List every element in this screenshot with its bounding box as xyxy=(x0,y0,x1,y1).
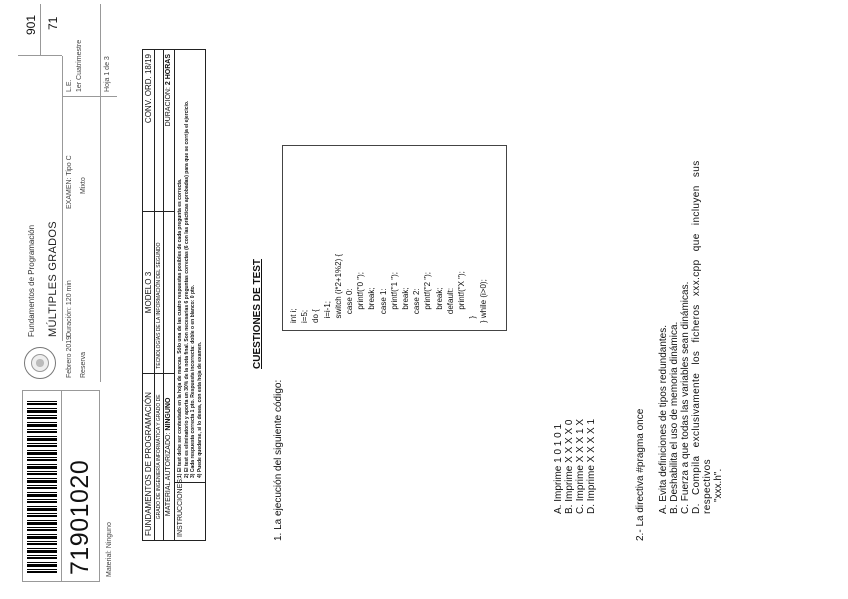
subject-name: Fundamentos de Programación xyxy=(27,224,36,337)
option-c: C. Imprime X X X 1 X xyxy=(575,418,586,514)
info-cell: FUNDAMENTOS DE PROGRAMACIÓN xyxy=(143,373,154,540)
code-line: switch (i*2+1%2) { xyxy=(333,253,343,319)
header-divider xyxy=(62,56,63,341)
question-1-options xyxy=(553,419,597,514)
code-box xyxy=(282,145,507,331)
code-line: case 1: xyxy=(378,288,388,315)
page-count: Hoja 1 de 3 xyxy=(104,56,111,92)
code-line: printf("0 "); xyxy=(356,271,366,310)
exam-duration: Duración: 120 min xyxy=(66,280,73,337)
info-cell xyxy=(155,50,163,211)
exam-date: Febrero 2019 xyxy=(66,335,73,378)
header-divider xyxy=(100,4,101,382)
code-line: i=5; xyxy=(300,309,310,323)
code-line: } xyxy=(468,315,478,319)
option-d xyxy=(691,114,724,514)
option-b: B. Imprime X X X X 0 xyxy=(564,419,575,514)
header-number-bottom: 71 xyxy=(46,16,60,30)
code-line: case 2: xyxy=(412,288,422,315)
option-d-text: D. Compila exclusivamente los ficheros xxx.cpp que incluyen sus respectivos xyxy=(691,160,713,514)
info-cell: TECNOLOGÍAS DE LA INFORMACIÓN DEL SEGUNDO xyxy=(155,211,163,372)
info-cell: GRADO DE INGENIERÍA INFORMÁTICA Y GRADO DE xyxy=(155,373,163,540)
instruction-item: 3) Cada respuesta correcta 1 pto. Respuesta incorrecta: doble o en blanco: 0 pto. xyxy=(190,284,196,478)
code-line: } while (i>0); xyxy=(479,279,489,323)
option-c: C. Fuerza a que todas las variables sean dinámicas. xyxy=(680,281,691,514)
exam-info-table xyxy=(142,49,206,541)
instructions-label: INSTRUCCIONES: xyxy=(175,482,205,540)
code-line: break; xyxy=(367,287,377,310)
exam-code: 71901020 xyxy=(66,459,94,575)
exam-type: EXAMEN: Tipo C xyxy=(66,155,73,209)
option-b: B. Deshabilita el uso de memoria dinámica. xyxy=(669,321,680,514)
question-1-text: 1. La ejecución del siguiente código: xyxy=(273,379,284,541)
info-cell xyxy=(164,211,174,372)
exam-season: Reserva xyxy=(80,351,87,378)
duration-label: DURACIÓN: xyxy=(165,87,172,127)
code-line: printf("2 "); xyxy=(423,271,433,310)
material-label: Material: Ninguno xyxy=(106,522,113,577)
code-line: break; xyxy=(401,287,411,310)
exam-quarter: 1er Cuatrimestre xyxy=(76,39,83,92)
question-2-text: 2.- La directiva #pragma once xyxy=(635,408,646,541)
info-cell xyxy=(164,50,174,211)
barcode-bars xyxy=(27,399,57,573)
degree-name: MÚLTIPLES GRADOS xyxy=(47,221,59,337)
info-cell xyxy=(164,373,174,540)
instruction-item: 2) El test es eliminatorio y aporta un 30% de la nota final. Son necesarias 6 preguntas correctas (6 con las prácticas aprobadas) para que se corrija el ejercicio. xyxy=(183,100,190,478)
option-a: A. Evita definiciones de tipos redundantes. xyxy=(658,324,669,514)
exam-mode: Mixto xyxy=(80,177,87,194)
section-title: CUESTIONES DE TEST xyxy=(252,258,263,369)
option-d: D. Imprime X X X X 1 xyxy=(586,418,597,514)
material-auth-label: MATERIAL AUTORIZADO: xyxy=(165,432,172,517)
header-number-top: 901 xyxy=(24,14,38,35)
instruction-item: 4) Puede quedarse, si lo desea, con esta hoja de examen. xyxy=(196,341,203,478)
info-row xyxy=(164,50,175,540)
code-block xyxy=(288,254,490,323)
instructions xyxy=(175,50,205,540)
option-a: A. Imprime 1 0 1 0 1 xyxy=(553,423,564,514)
option-d-continuation: "xxx.h". xyxy=(713,468,724,502)
duration-value: 2 HORAS xyxy=(165,54,172,86)
header-divider xyxy=(40,4,41,56)
info-cell: CONV. ORD. 18/19 xyxy=(144,54,153,124)
info-row xyxy=(143,50,155,540)
code-line: do { xyxy=(311,309,321,323)
code-line: printf("1 "); xyxy=(389,271,399,310)
header-divider xyxy=(62,96,117,97)
university-seal-icon xyxy=(24,347,56,379)
exam-le: L.E. xyxy=(66,79,73,92)
barcode xyxy=(22,390,62,582)
code-line: printf("X "); xyxy=(457,271,467,310)
code-line: int i; xyxy=(289,308,298,323)
instructions-list xyxy=(175,50,205,482)
material-auth-value: NINGUNO xyxy=(165,397,172,431)
instruction-item: 1) El test debe ser contestado en la hoja de marcas. Sólo una de las cuatro respuestas posibles de cada pregunta es correcta. xyxy=(177,178,183,478)
code-line: break; xyxy=(434,287,444,310)
code-line: default: xyxy=(445,287,455,315)
code-line: case 0: xyxy=(345,288,355,315)
info-cell: MODELO 3 xyxy=(143,211,154,372)
info-row xyxy=(155,50,164,540)
question-2-options xyxy=(658,114,724,514)
exam-code-box xyxy=(62,390,100,582)
code-line: i=i-1; xyxy=(322,300,332,319)
